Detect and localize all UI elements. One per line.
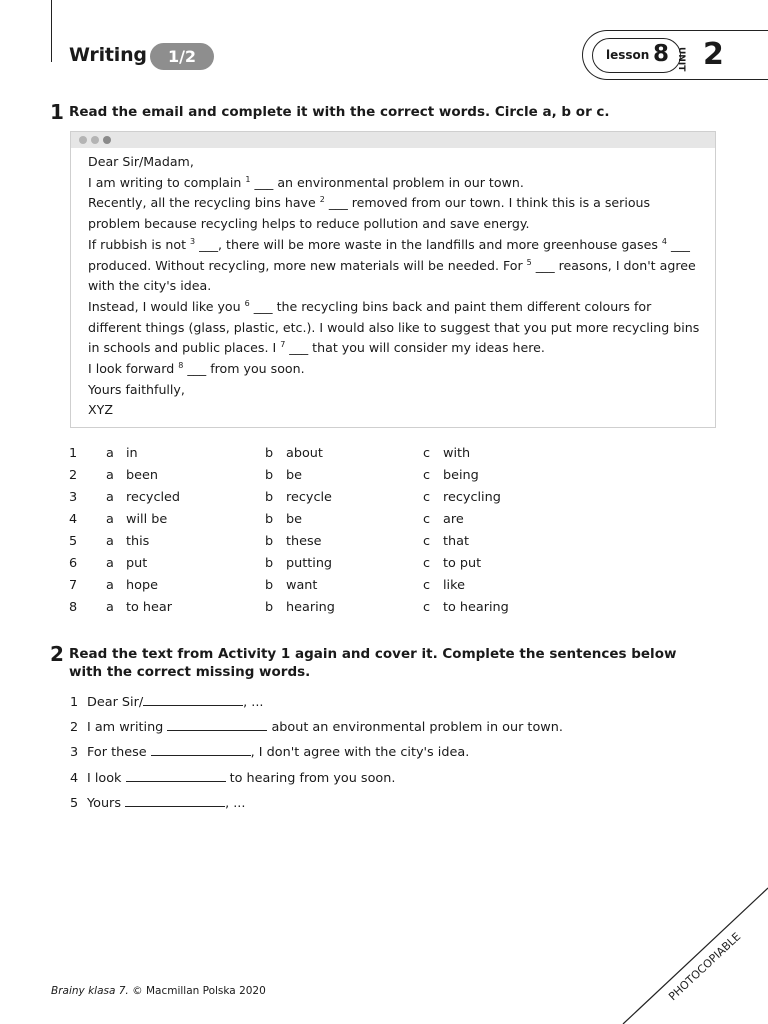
option-letter: b <box>265 468 274 483</box>
unit-number: 2 <box>703 37 724 72</box>
option-b[interactable]: putting <box>286 556 333 571</box>
gap-number: 4 <box>661 236 667 246</box>
email-line: with the city's idea. <box>88 278 212 294</box>
photocopiable-label: PHOTOCOPIABLE <box>666 930 744 1004</box>
option-number: 7 <box>69 578 78 593</box>
sentence-number: 5 <box>70 795 79 811</box>
option-letter: a <box>106 512 114 527</box>
sentence-text: about an environmental problem in our town. <box>267 720 563 736</box>
option-b[interactable]: recycle <box>286 490 332 505</box>
sentence-text: For these <box>87 745 151 761</box>
option-b[interactable]: about <box>286 446 323 461</box>
option-c[interactable]: are <box>443 512 464 527</box>
option-c[interactable]: recycling <box>443 490 501 505</box>
option-letter: b <box>265 512 274 527</box>
option-letter: b <box>265 534 274 549</box>
option-letter: b <box>265 446 274 461</box>
option-b[interactable]: these <box>286 534 322 549</box>
option-a[interactable]: hope <box>126 578 158 593</box>
option-letter: a <box>106 534 114 549</box>
sentence-number: 3 <box>70 745 79 761</box>
option-b[interactable]: be <box>286 512 302 527</box>
gap-number: 8 <box>178 361 184 371</box>
gap-number: 5 <box>526 257 532 267</box>
email-line: I am writing to complain $^1$ ___ an environmental problem in our town. <box>88 174 524 190</box>
email-line: problem because recycling helps to reduce pollution and save energy. <box>88 216 530 232</box>
sentence-text: Dear Sir/ <box>87 695 144 710</box>
email-line: If rubbish is not $^3$ ___, there will be more waste in the landfills and more greenhouse gases $^4$ ___ <box>88 236 690 252</box>
option-c[interactable]: that <box>443 534 469 549</box>
option-b[interactable]: be <box>286 468 302 483</box>
option-a[interactable]: will be <box>126 512 168 527</box>
option-letter: b <box>265 600 274 615</box>
sentence-text: I look <box>87 770 126 786</box>
exercise-1-number: 1 <box>50 100 64 124</box>
option-letter: c <box>423 556 431 571</box>
option-letter: c <box>423 446 431 461</box>
email-line: I look forward $^8$ ___ from you soon. <box>88 361 305 377</box>
gap-number: 7 <box>280 340 286 350</box>
gap-number: 3 <box>190 236 196 246</box>
page-indicator-badge: 1/2 <box>150 43 214 70</box>
sentence-text: , ... <box>243 695 264 710</box>
option-letter: a <box>106 490 114 505</box>
email-line: Recently, all the recycling bins have $^2$ ___ removed from our town. I think this is a serious <box>88 195 651 211</box>
option-a[interactable]: to hear <box>126 600 173 615</box>
option-c[interactable]: to hearing <box>443 600 509 615</box>
sentence-text: , ... <box>225 795 246 811</box>
option-letter: c <box>423 534 431 549</box>
email-line: in schools and public places. I $^7$ ___ that you will consider my ideas here. <box>88 340 545 356</box>
exercise-1-instruction: Read the email and complete it with the correct words. Circle a, b or c. <box>69 104 610 120</box>
option-a[interactable]: recycled <box>126 490 181 505</box>
option-letter: a <box>106 556 114 571</box>
option-number: 3 <box>69 490 78 505</box>
email-closing: Yours faithfully, <box>88 381 185 397</box>
unit-label: UNIT <box>676 47 686 72</box>
option-letter: c <box>423 578 431 593</box>
option-letter: c <box>423 468 431 483</box>
option-c[interactable]: being <box>443 468 479 483</box>
option-number: 4 <box>69 512 78 527</box>
option-a[interactable]: been <box>126 468 158 483</box>
exercise-2-number: 2 <box>50 642 64 666</box>
option-letter: a <box>106 446 114 461</box>
sentence-text: I am writing <box>87 720 168 736</box>
gap-number: 6 <box>244 298 250 308</box>
sentence-text: Yours <box>87 795 126 811</box>
email-signature: XYZ <box>88 402 113 418</box>
option-letter: c <box>423 490 431 505</box>
option-letter: a <box>106 468 114 483</box>
option-a[interactable]: in <box>126 446 138 461</box>
option-letter: a <box>106 578 114 593</box>
sentence-text: to hearing from you soon. <box>225 770 396 786</box>
gap-number: 2 <box>319 195 325 205</box>
option-letter: b <box>265 578 274 593</box>
option-number: 5 <box>69 534 78 549</box>
option-number: 1 <box>69 446 78 461</box>
option-letter: c <box>423 600 431 615</box>
option-letter: a <box>106 600 114 615</box>
email-line: Instead, I would like you $^6$ ___ the recycling bins back and paint them different colours for <box>88 298 652 314</box>
option-c[interactable]: with <box>443 446 471 461</box>
option-number: 2 <box>69 468 78 483</box>
email-line: produced. Without recycling, more new materials will be needed. For $^5$ ___ reasons, I don't agree <box>88 257 696 273</box>
corner-fold-line <box>623 888 768 1024</box>
email-line: different things (glass, plastic, etc.). I would also like to suggest that you put more recycling bins <box>88 319 700 335</box>
exercise-2-instruction: Read the text from Activity 1 again and cover it. Complete the sentences below with the correct missing words. <box>69 646 677 680</box>
option-c[interactable]: to put <box>443 556 482 571</box>
sentence-number: 4 <box>70 770 79 786</box>
option-letter: b <box>265 556 274 571</box>
option-a[interactable]: put <box>126 556 148 571</box>
sentence-text: , I don't agree with the city's idea. <box>250 745 470 761</box>
option-c[interactable]: like <box>443 578 465 593</box>
option-b[interactable]: hearing <box>286 600 335 615</box>
lesson-number: 8 <box>653 41 670 67</box>
email-salutation: Dear Sir/Madam, <box>88 154 194 169</box>
sentence-number: 2 <box>70 720 79 736</box>
option-number: 8 <box>69 600 78 615</box>
option-number: 6 <box>69 556 78 571</box>
sentence-number: 1 <box>70 695 79 710</box>
option-letter: c <box>423 512 431 527</box>
section-title: Writing <box>69 44 147 66</box>
option-a[interactable]: this <box>126 534 150 549</box>
option-letter: b <box>265 490 274 505</box>
option-b[interactable]: want <box>286 578 318 593</box>
lesson-label: lesson <box>606 48 650 62</box>
gap-number: 1 <box>245 174 251 184</box>
footer-copyright: Brainy klasa 7. © Macmillan Polska 2020 <box>51 985 266 997</box>
